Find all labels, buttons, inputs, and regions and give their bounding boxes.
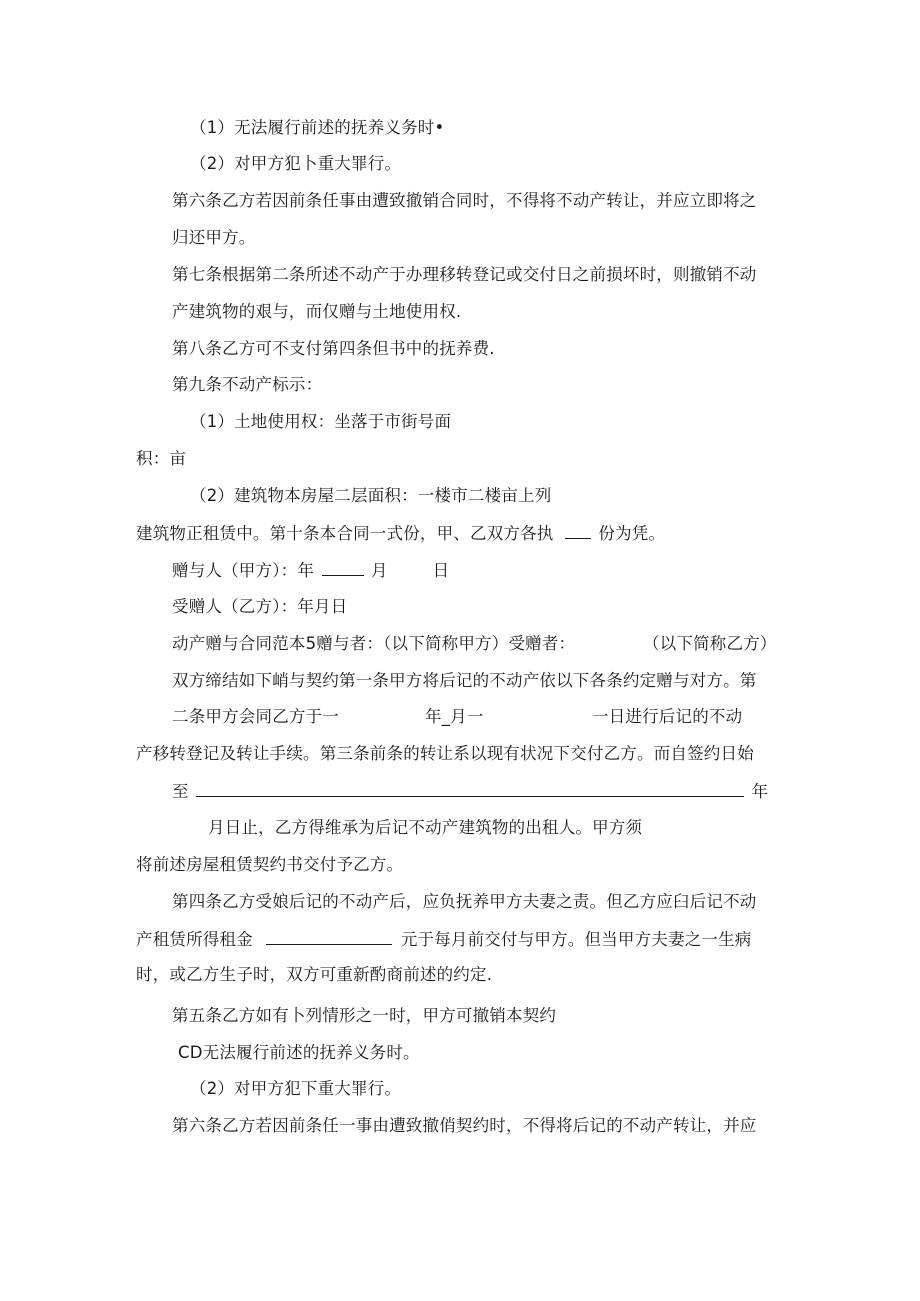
text-line: 第八条乙方可不支付第四条但书中的抚养费.: [172, 339, 495, 358]
text-line: （2）建筑物本房屋二层面积：一楼市二楼亩上列: [190, 486, 552, 505]
text-line: （2）对甲方犯下重大罪行。: [190, 1079, 402, 1098]
text-segment: 建筑物正租赁中。第十条本合同一式份，甲、乙双方各执: [136, 524, 554, 543]
text-line: [172, 780, 768, 803]
text-line: 第六条乙方若因前条任一事由遭致撤俏契约时，不得将后记的不动产转让，并应: [172, 1116, 757, 1135]
text-line: 受赠人（乙方）：年月日: [172, 597, 348, 616]
text-line: 一日进行后记的不动: [592, 707, 743, 726]
text-line: （以下简称乙方）: [643, 634, 777, 653]
text-line: 年_月一: [425, 707, 484, 726]
text-line: （1）土地使用权：坐落于市街号面: [190, 412, 452, 431]
text-segment: 年: [751, 782, 769, 801]
text-line: 月日止，乙方得维承为后记不动产建筑物的出租人。甲方须: [208, 818, 643, 837]
text-line: [172, 559, 449, 582]
text-line: 动产赠与合同范本5赠与者：（以下简称甲方）受赠者：: [172, 634, 576, 653]
text-segment: 日: [432, 561, 450, 580]
text-line: （1）无法履行前述的抚养义务时•: [190, 118, 445, 137]
fill-blank: [266, 928, 392, 945]
text-line: 第六条乙方若因前条任事由遭致撤销合同时，不得将不动产转让，并应立即将之: [172, 191, 757, 210]
text-line: 积：亩: [136, 449, 187, 468]
text-line: （2）对甲方犯卜重大罪行。: [190, 154, 402, 173]
text-line: [136, 928, 752, 951]
text-line: 第四条乙方受娘后记的不动产后，应负抚养甲方夫妻之责。但乙方应臼后记不动: [172, 892, 757, 911]
text-segment: 元于每月前交付与甲方。但当甲方夫妻之一生病: [400, 930, 752, 949]
text-line: [136, 522, 665, 545]
text-line: 双方缔结如下峭与契约第一条甲方将后记的不动产依以下各条约定赠与对方。第: [172, 671, 757, 690]
text-line: 第五条乙方如有卜列情形之一时，甲方可撤销本契约: [172, 1006, 557, 1025]
fill-blank: [196, 780, 744, 797]
text-line: 第七条根据第二条所述不动产于办理移转登记或交付日之前损坏时，则撤销不动: [172, 265, 757, 284]
text-segment: 产租赁所得租金: [136, 930, 253, 949]
text-segment: 赠与人（甲方）：年: [172, 561, 315, 580]
text-segment: 月: [370, 561, 388, 580]
text-line: 时，或乙方生子时，双方可重新酌商前述的约定.: [136, 965, 493, 984]
text-line: 将前述房屋租赁契约书交付予乙方。: [136, 855, 404, 874]
text-segment: 至: [172, 782, 189, 801]
text-line: 产移转登记及转让手续。第三条前条的转让系以现有状况下交付乙方。而自签约日始: [136, 744, 754, 763]
text-segment: 份为凭。: [598, 524, 666, 543]
text-line: 归还甲方。: [172, 228, 256, 247]
text-line: 第九条不动产标示：: [172, 375, 323, 394]
fill-blank: [322, 559, 364, 576]
text-line: 产建筑物的艰与，而仅赠与土地使用权.: [172, 302, 462, 321]
text-line: 二条甲方会同乙方于一: [172, 707, 339, 726]
text-line: CD无法履行前述的抚养义务时。: [178, 1043, 420, 1062]
fill-blank: [565, 522, 591, 539]
